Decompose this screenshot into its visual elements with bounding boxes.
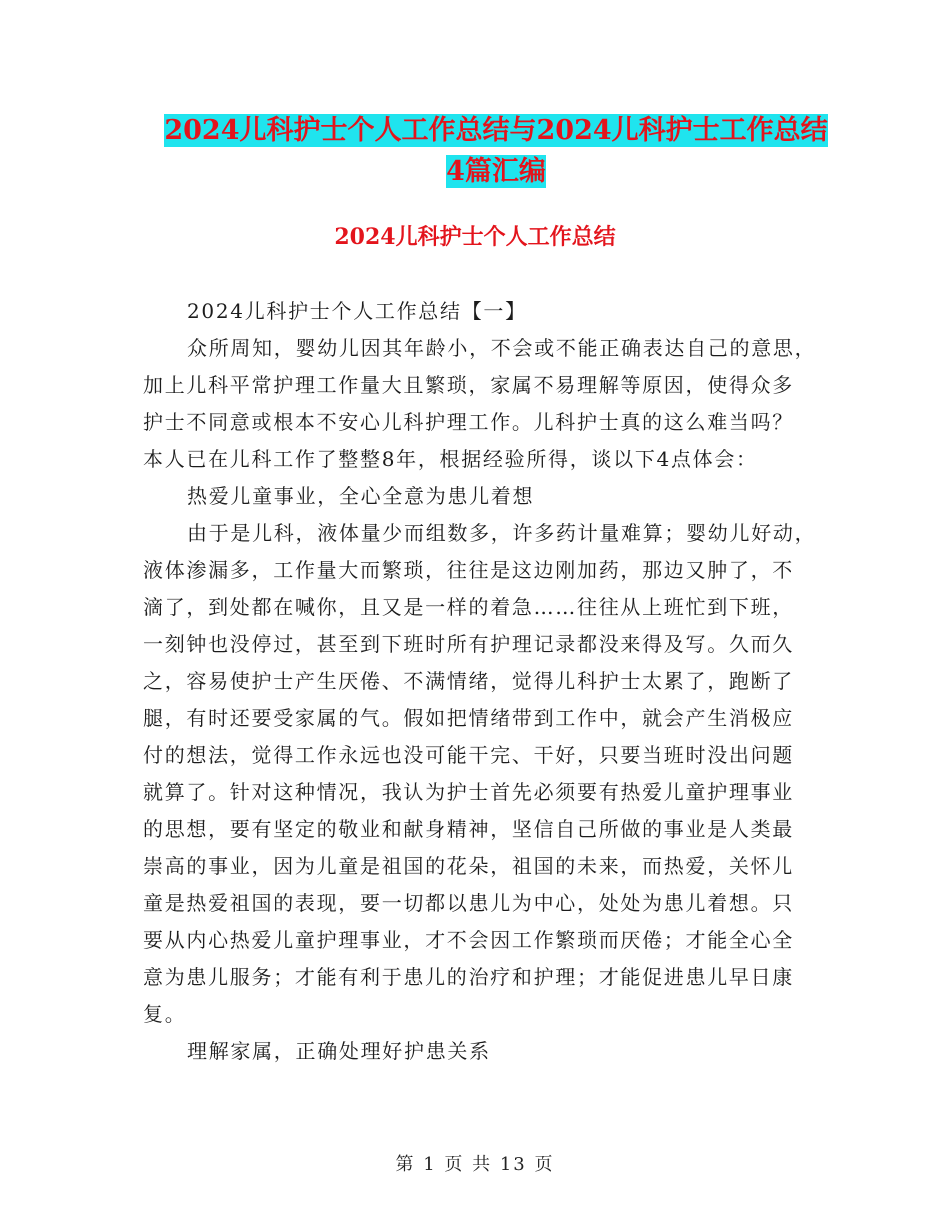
text-line: 要从内心热爱儿童护理事业，才不会因工作繁琐而厌倦；才能全心全 bbox=[143, 928, 794, 952]
text-line: 加上儿科平常护理工作量大且繁琐，家属不易理解等原因，使得众多 bbox=[143, 373, 794, 397]
text-line: 热爱儿童事业，全心全意为患儿着想 bbox=[187, 484, 535, 508]
document-body bbox=[143, 293, 817, 1070]
text-line: 液体渗漏多，工作量大而繁琐，往往是这边刚加药，那边又肿了，不 bbox=[143, 558, 794, 582]
title-line-1 bbox=[143, 110, 849, 151]
paragraph-heading bbox=[143, 478, 813, 515]
text-line: 由于是儿科，液体量少而组数多，许多药计量难算；婴幼儿好动， bbox=[187, 521, 817, 545]
text-line: 一刻钟也没停过，甚至到下班时所有护理记录都没来得及写。久而久 bbox=[143, 632, 794, 656]
document-title bbox=[143, 110, 849, 192]
text-line: 理解家属，正确处理好护患关系 bbox=[187, 1039, 491, 1063]
title-line-1-text: 2024儿科护士个人工作总结与2024儿科护士工作总结 bbox=[164, 115, 828, 146]
title-line-2-text: 4篇汇编 bbox=[446, 156, 546, 187]
subheading: 2024儿科护士个人工作总结【一】 bbox=[187, 299, 527, 323]
text-line: 就算了。针对这种情况，我认为护士首先必须要有热爱儿童护理事业 bbox=[143, 780, 794, 804]
text-line: 复。 bbox=[143, 1002, 187, 1026]
text-line: 意为患儿服务；才能有利于患儿的治疗和护理；才能促进患儿早日康 bbox=[143, 965, 794, 989]
text-line: 腿，有时还要受家属的气。假如把情绪带到工作中，就会产生消极应 bbox=[143, 706, 794, 730]
text-line: 的思想，要有坚定的敬业和献身精神，坚信自己所做的事业是人类最 bbox=[143, 817, 794, 841]
paragraph bbox=[143, 515, 817, 1033]
text-line: 付的想法，觉得工作永远也没可能干完、干好，只要当班时没出问题 bbox=[143, 743, 794, 767]
paragraph-heading bbox=[143, 1033, 813, 1070]
text-line: 护士不同意或根本不安心儿科护理工作。儿科护士真的这么难当吗？ bbox=[143, 410, 794, 434]
text-line: 童是热爱祖国的表现，要一切都以患儿为中心，处处为患儿着想。只 bbox=[143, 891, 794, 915]
text-line: 之，容易使护士产生厌倦、不满情绪，觉得儿科护士太累了，跑断了 bbox=[143, 669, 794, 693]
section-heading: 2024儿科护士个人工作总结 bbox=[334, 224, 616, 250]
text-line: 崇高的事业，因为儿童是祖国的花朵，祖国的未来，而热爱，关怀儿 bbox=[143, 854, 794, 878]
page-footer: 第 1 页 共 13 页 bbox=[395, 1154, 555, 1175]
title-line-2 bbox=[143, 151, 849, 192]
text-line: 本人已在儿科工作了整整8年，根据经验所得，谈以下4点体会： bbox=[143, 447, 758, 471]
text-line: 滴了，到处都在喊你，且又是一样的着急……往往从上班忙到下班， bbox=[143, 595, 794, 619]
paragraph bbox=[143, 330, 817, 478]
text-line: 众所周知，婴幼儿因其年龄小，不会或不能正确表达自己的意思， bbox=[187, 336, 817, 360]
